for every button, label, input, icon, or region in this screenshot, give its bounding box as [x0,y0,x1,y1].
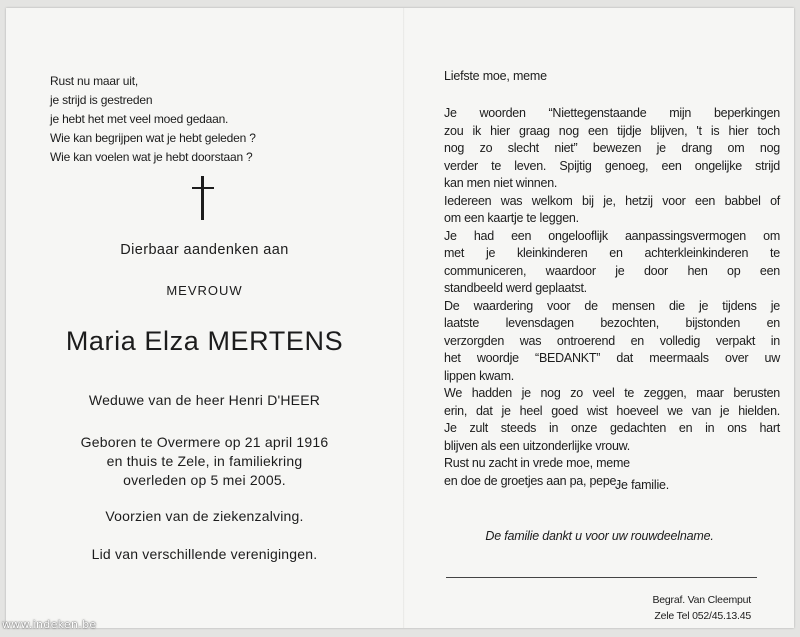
letter-line: lippen kwam. [444,368,514,383]
dedication: Dierbaar aandenken aan [120,242,289,258]
poem-line: je hebt het met veel moed gedaan. [50,112,229,126]
letter-line: standbeeld werd geplaatst. [444,281,587,295]
letter-line: laatste levensdagen bezochten, bijstonden en [444,316,780,330]
letter-line: erin, dat je heel goed wist hoeveel we van je hielden. [444,403,780,418]
letter-line: en doe de groetjes aan pa, pepe. [444,473,620,488]
watermark: www.indeken.be [2,618,97,631]
left-panel [6,8,403,628]
deceased-name: Maria Elza MERTENS [65,326,344,356]
birth-death-info [6,433,403,490]
widow-line: Weduwe van de heer Henri D'HEER [88,392,321,408]
printer-phone: Zele Tel 052/45.13.45 [654,610,751,622]
letter-line: blijven als een uitzonderlijke vrouw. [444,438,630,453]
letter-line: Je zult steeds in onze gedachten en in ons hart [444,421,780,435]
letter-line: communiceren, waardoor je door hen op een [444,263,780,278]
poem-line: Rust nu maar uit, [50,74,138,88]
letter-line: verder te leven. Spijtig genoeg, een ongelijke strijd [444,158,780,173]
poem-line: Wie kan begrijpen wat je hebt geleden ? [50,131,256,145]
letter-text [444,105,780,490]
letter-line: Rust nu zacht in vrede moe, meme [444,456,630,470]
letter-line: zou ik hier graag nog een tijdje blijven, 't is hier toch [444,123,780,138]
poem-line: je strijd is gestreden [50,93,153,107]
cross-icon [192,176,214,220]
letter-line: De waardering voor de mensen die je tijdens je [444,298,780,313]
letter-line: Je woorden “Niettegenstaande mijn beperkingen [444,106,780,120]
printer-info [652,592,751,624]
residence-line: en thuis te Zele, in familiekring [106,453,303,469]
letter-line: kan men niet winnen. [444,176,558,190]
poem-line: Wie kan voelen wat je hebt doorstaan ? [50,150,253,164]
letter-line: Iedereen was welkom bij je, hetzij voor een babbel of [444,193,780,208]
letter-line: het woordje “BEDANKT” dat meermaals over uw [444,351,780,365]
letter-line: om een kaartje te leggen. [444,211,579,225]
death-line: overleden op 5 mei 2005. [123,472,286,488]
membership-line: Lid van verschillende verenigingen. [91,546,318,562]
letter-line: Je had een ongelooflijk aanpassingsvermogen om [444,228,780,243]
poem [50,72,256,167]
right-panel [405,8,794,628]
thanks-line: De familie dankt u voor uw rouwdeelname. [485,529,714,543]
letter-line: We hadden je nog zo veel te zeggen, maar berusten [444,386,780,400]
title: MEVROUW [166,283,243,298]
memorial-card [6,8,794,628]
letter-line: verzorgden was ontroerend en volledig verpakt in [444,333,780,348]
divider [446,577,757,578]
letter-line: nog zo slecht niet” bewezen je drang om nog [444,141,780,155]
greeting: Liefste moe, meme [444,69,547,83]
sacrament-line: Voorzien van de ziekenzalving. [105,508,304,524]
signoff: Je familie. [615,478,670,492]
printer-name: Begraf. Van Cleemput [652,594,751,606]
letter-line: met je kleinkinderen en achterkleinkinderen te [444,246,780,260]
birth-line: Geboren te Overmere op 21 april 1916 [80,434,329,450]
